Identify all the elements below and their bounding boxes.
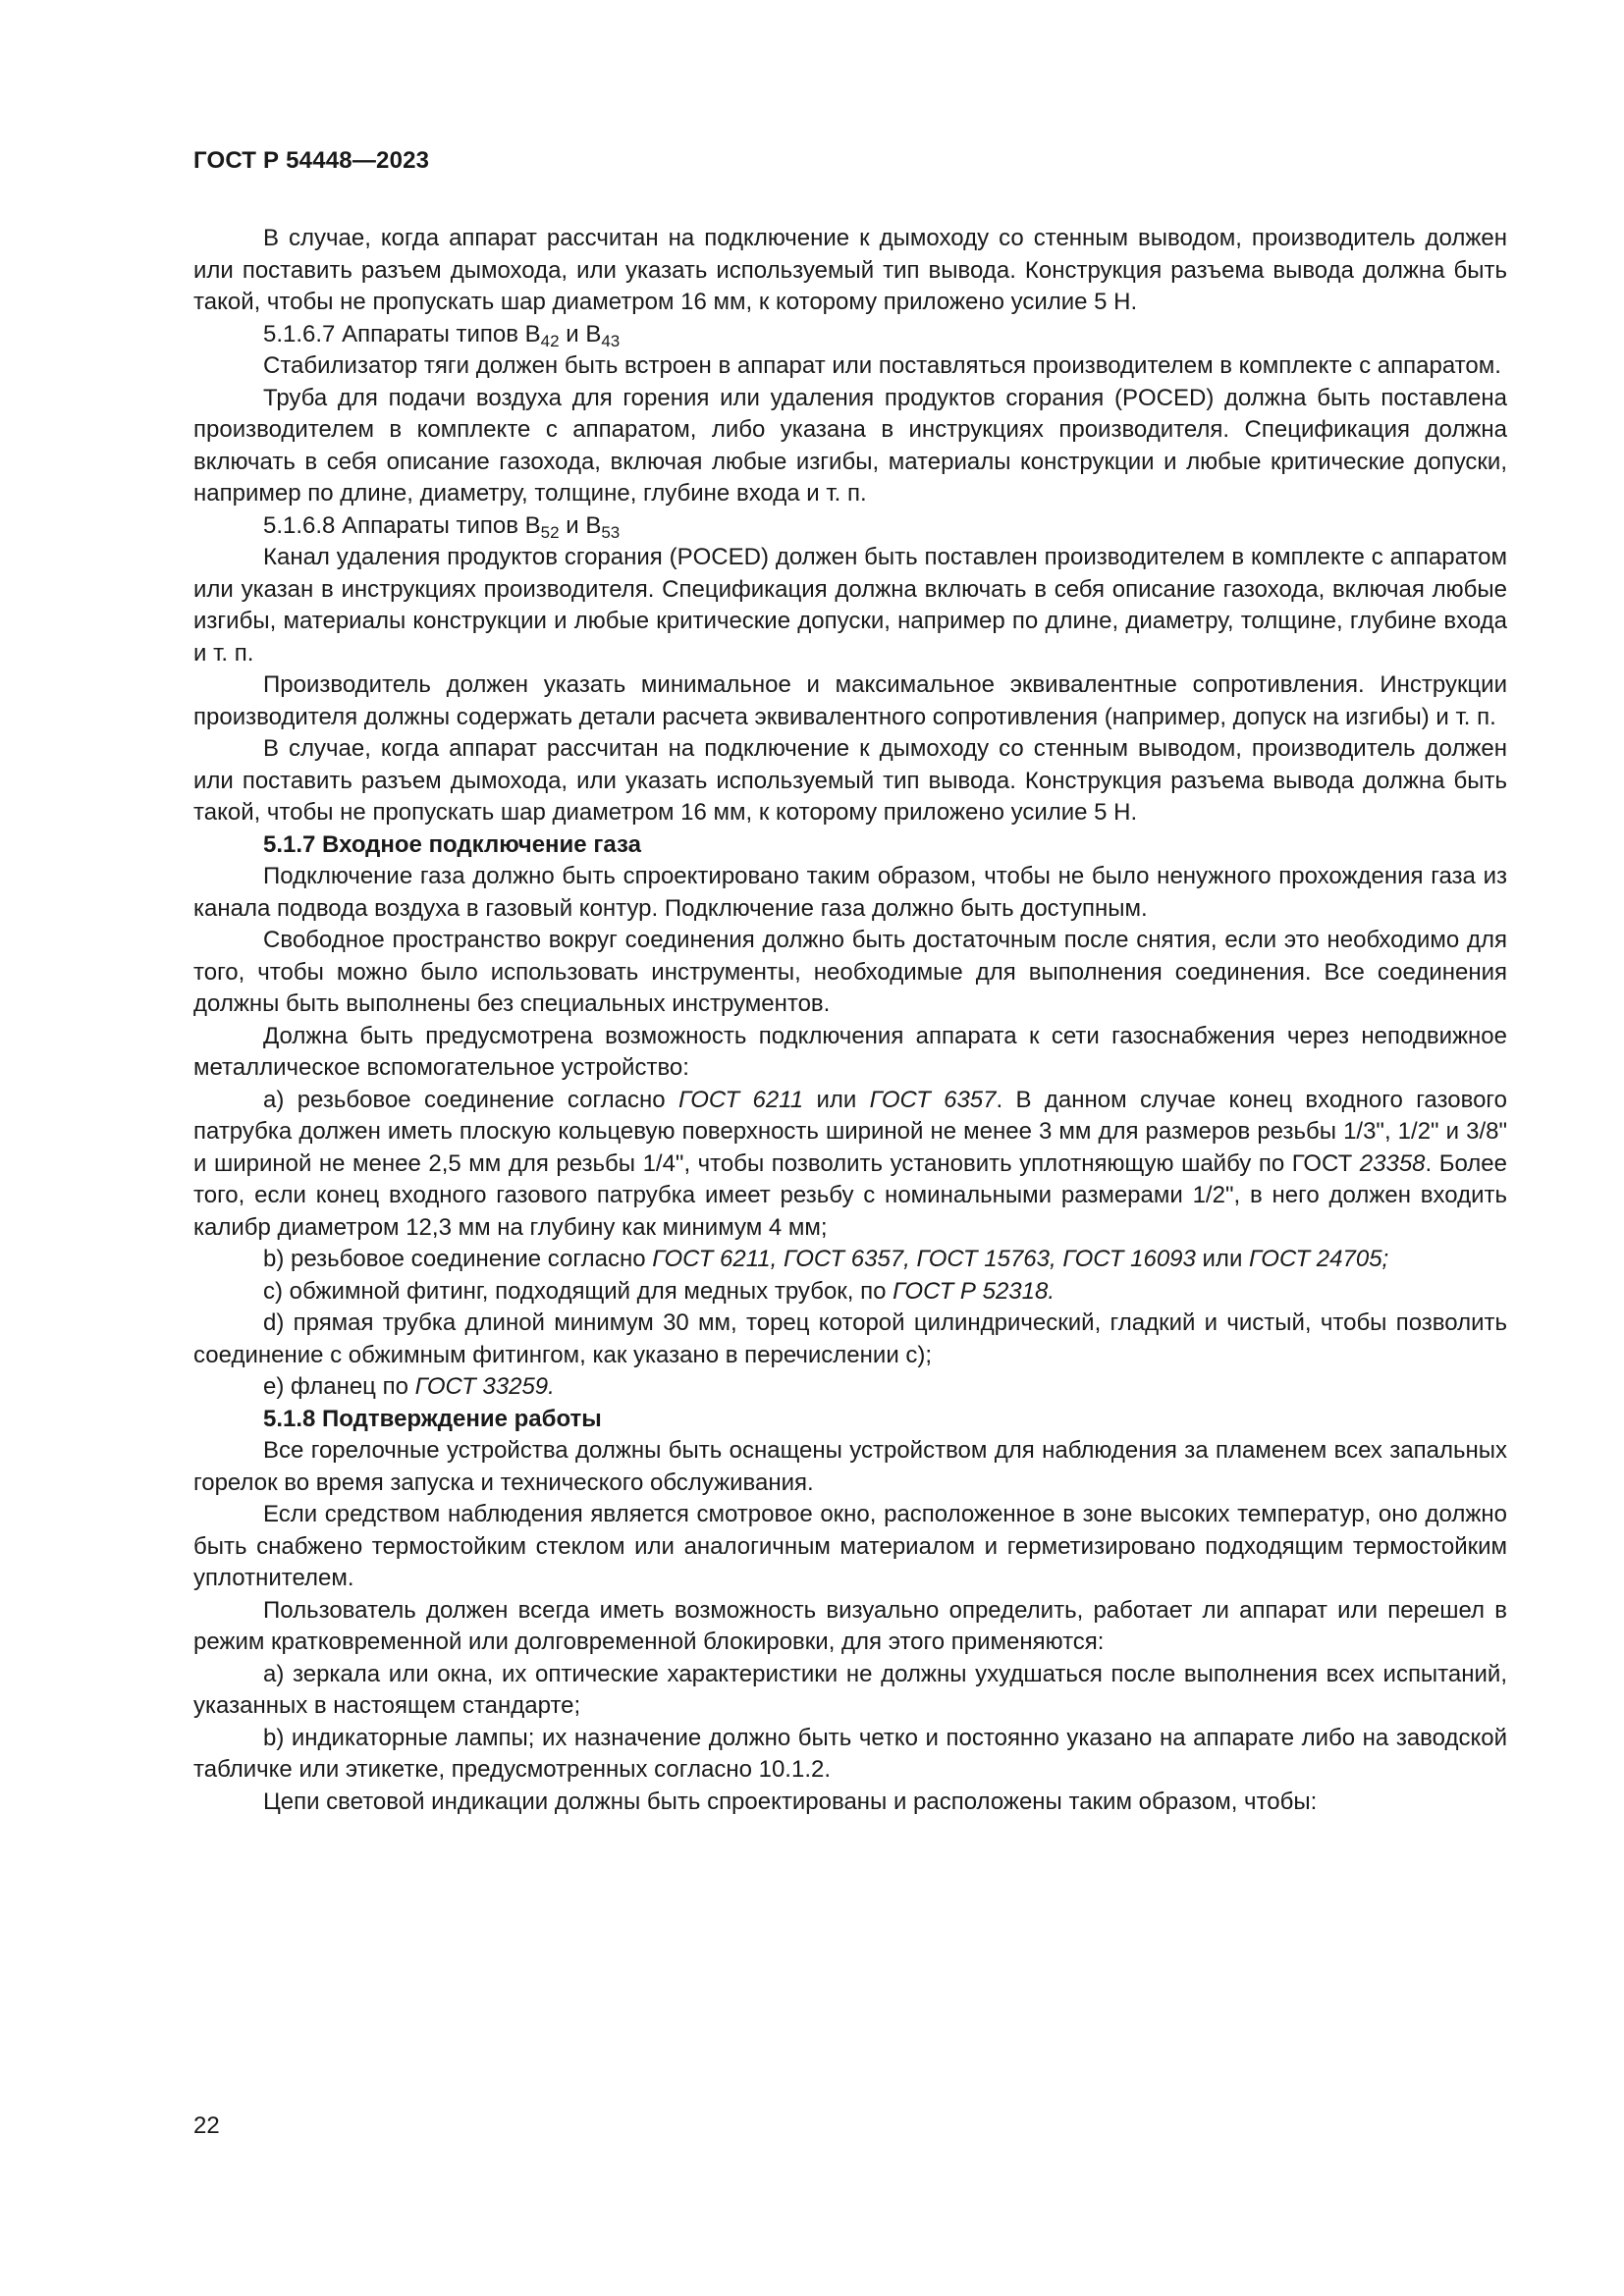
subclause-5-1-6-8: 5.1.6.8 Аппараты типов $B_{52}$ и $B_{53}$ [263, 511, 621, 542]
list-item-a: a) резьбовое соединение согласно ГОСТ 6211 или ГОСТ 6357. В данном случае конец входного газового патрубка должен иметь плоскую кольцевую поверхность шириной не менее 3 мм для размеров резьбы 1/3", 1/2" и 3/8" и шириной не менее 2,5 мм для резьбы 1/4", чтобы позволить установить уплотняющую шайбу по ГОСТ 23358. Более того, если конец входного газового патрубка имеет резьбу с номинальными размерами 1/2", в него должен входить калибр диаметром 12,3 мм на глубину как минимум 4 мм; [193, 1086, 1508, 1241]
paragraph: Стабилизатор тяги должен быть встроен в аппарат или поставляться производителем в комплекте с аппаратом. [263, 352, 1501, 379]
paragraph: Если средством наблюдения является смотровое окно, расположенное в зоне высоких температур, оно должно быть снабжено термостойким стеклом или аналогичным материалом и герметизировано подходящим термостойким уплотнителем. [193, 1501, 1507, 1591]
list-item-b: b) резьбовое соединение согласно ГОСТ 6211, ГОСТ 6357, ГОСТ 15763, ГОСТ 16093 или ГОСТ 24705; [263, 1246, 1389, 1272]
list-item-c: c) обжимной фитинг, подходящий для медных трубок, по ГОСТ Р 52318. [263, 1277, 1056, 1305]
document-body [193, 223, 1507, 1818]
paragraph: Цепи световой индикации должны быть спроектированы и расположены таким образом, чтобы: [263, 1788, 1318, 1815]
paragraph: Канал удаления продуктов сгорания (POCED) должен быть поставлен производителем в комплекте с аппаратом или указан в инструкциях производителя. Спецификация должна включать в себя описание газохода, включая любые изгибы, материалы конструкции и любые критические допуски, например по длине, диаметру, толщине, глубине входа и т. п. [193, 544, 1507, 667]
paragraph: Свободное пространство вокруг соединения должно быть достаточным после снятия, если это необходимо для того, чтобы можно было использовать инструменты, необходимые для выполнения соединения. Все соединения должны быть выполнены без специальных инструментов. [193, 927, 1507, 1017]
paragraph: В случае, когда аппарат рассчитан на подключение к дымоходу со стенным выводом, производитель должен или поставить разъем дымохода, или указать используемый тип вывода. Конструкция разъема вывода должна быть такой, чтобы не пропускать шар диаметром 16 мм, к которому приложено усилие 5 Н. [193, 225, 1507, 315]
section-heading-5-1-7: 5.1.7 Входное подключение газа [263, 830, 641, 858]
paragraph: В случае, когда аппарат рассчитан на подключение к дымоходу со стенным выводом, производитель должен или поставить разъем дымохода, или указать используемый тип вывода. Конструкция разъема вывода должна быть такой, чтобы не пропускать шар диаметром 16 мм, к которому приложено усилие 5 Н. [193, 735, 1507, 826]
document-header: ГОСТ Р 54448—2023 [193, 147, 430, 174]
page-number: 22 [193, 2112, 220, 2139]
paragraph: Производитель должен указать минимальное и максимальное эквивалентные сопротивления. Инструкции производителя должны содержать детали расчета эквивалентного сопротивления (например, допуск на изгибы) и т. п. [193, 671, 1507, 730]
paragraph: Труба для подачи воздуха для горения или удаления продуктов сгорания (POCED) должна быть поставлена производителем в комплекте с аппаратом, либо указана в инструкциях производителя. Спецификация должна включать в себя описание газохода, включая любые изгибы, материалы конструкции и любые критические допуски, например по длине, диаметру, толщине, глубине входа и т. п. [193, 384, 1507, 507]
list-item-a: a) зеркала или окна, их оптические характеристики не должны ухудшаться после выполнения всех испытаний, указанных в настоящем стандарте; [193, 1660, 1507, 1719]
section-heading-5-1-8: 5.1.8 Подтверждение работы [263, 1405, 602, 1432]
paragraph: Пользователь должен всегда иметь возможность визуально определить, работает ли аппарат или перешел в режим кратковременной или долговременной блокировки, для этого применяются: [193, 1596, 1507, 1655]
list-item-d: d) прямая трубка длиной минимум 30 мм, торец которой цилиндрический, гладкий и чистый, чтобы позволить соединение с обжимным фитингом, как указано в перечислении с); [193, 1309, 1507, 1368]
paragraph: Все горелочные устройства должны быть оснащены устройством для наблюдения за пламенем всех запальных горелок во время запуска и технического обслуживания. [193, 1437, 1507, 1496]
list-item-b: b) индикаторные лампы; их назначение должно быть четко и постоянно указано на аппарате либо на заводской табличке или этикетке, предусмотренных согласно 10.1.2. [193, 1724, 1507, 1783]
paragraph: Должна быть предусмотрена возможность подключения аппарата к сети газоснабжения через неподвижное металлическое вспомогательное устройство: [193, 1022, 1507, 1081]
paragraph: Подключение газа должно быть спроектировано таким образом, чтобы не было ненужного прохождения газа из канала подвода воздуха в газовый контур. Подключение газа должно быть доступным. [193, 863, 1507, 922]
list-item-e: e) фланец по ГОСТ 33259. [263, 1373, 555, 1400]
subclause-5-1-6-7: 5.1.6.7 Аппараты типов $B_{42}$ и $B_{43}$ [263, 320, 621, 350]
